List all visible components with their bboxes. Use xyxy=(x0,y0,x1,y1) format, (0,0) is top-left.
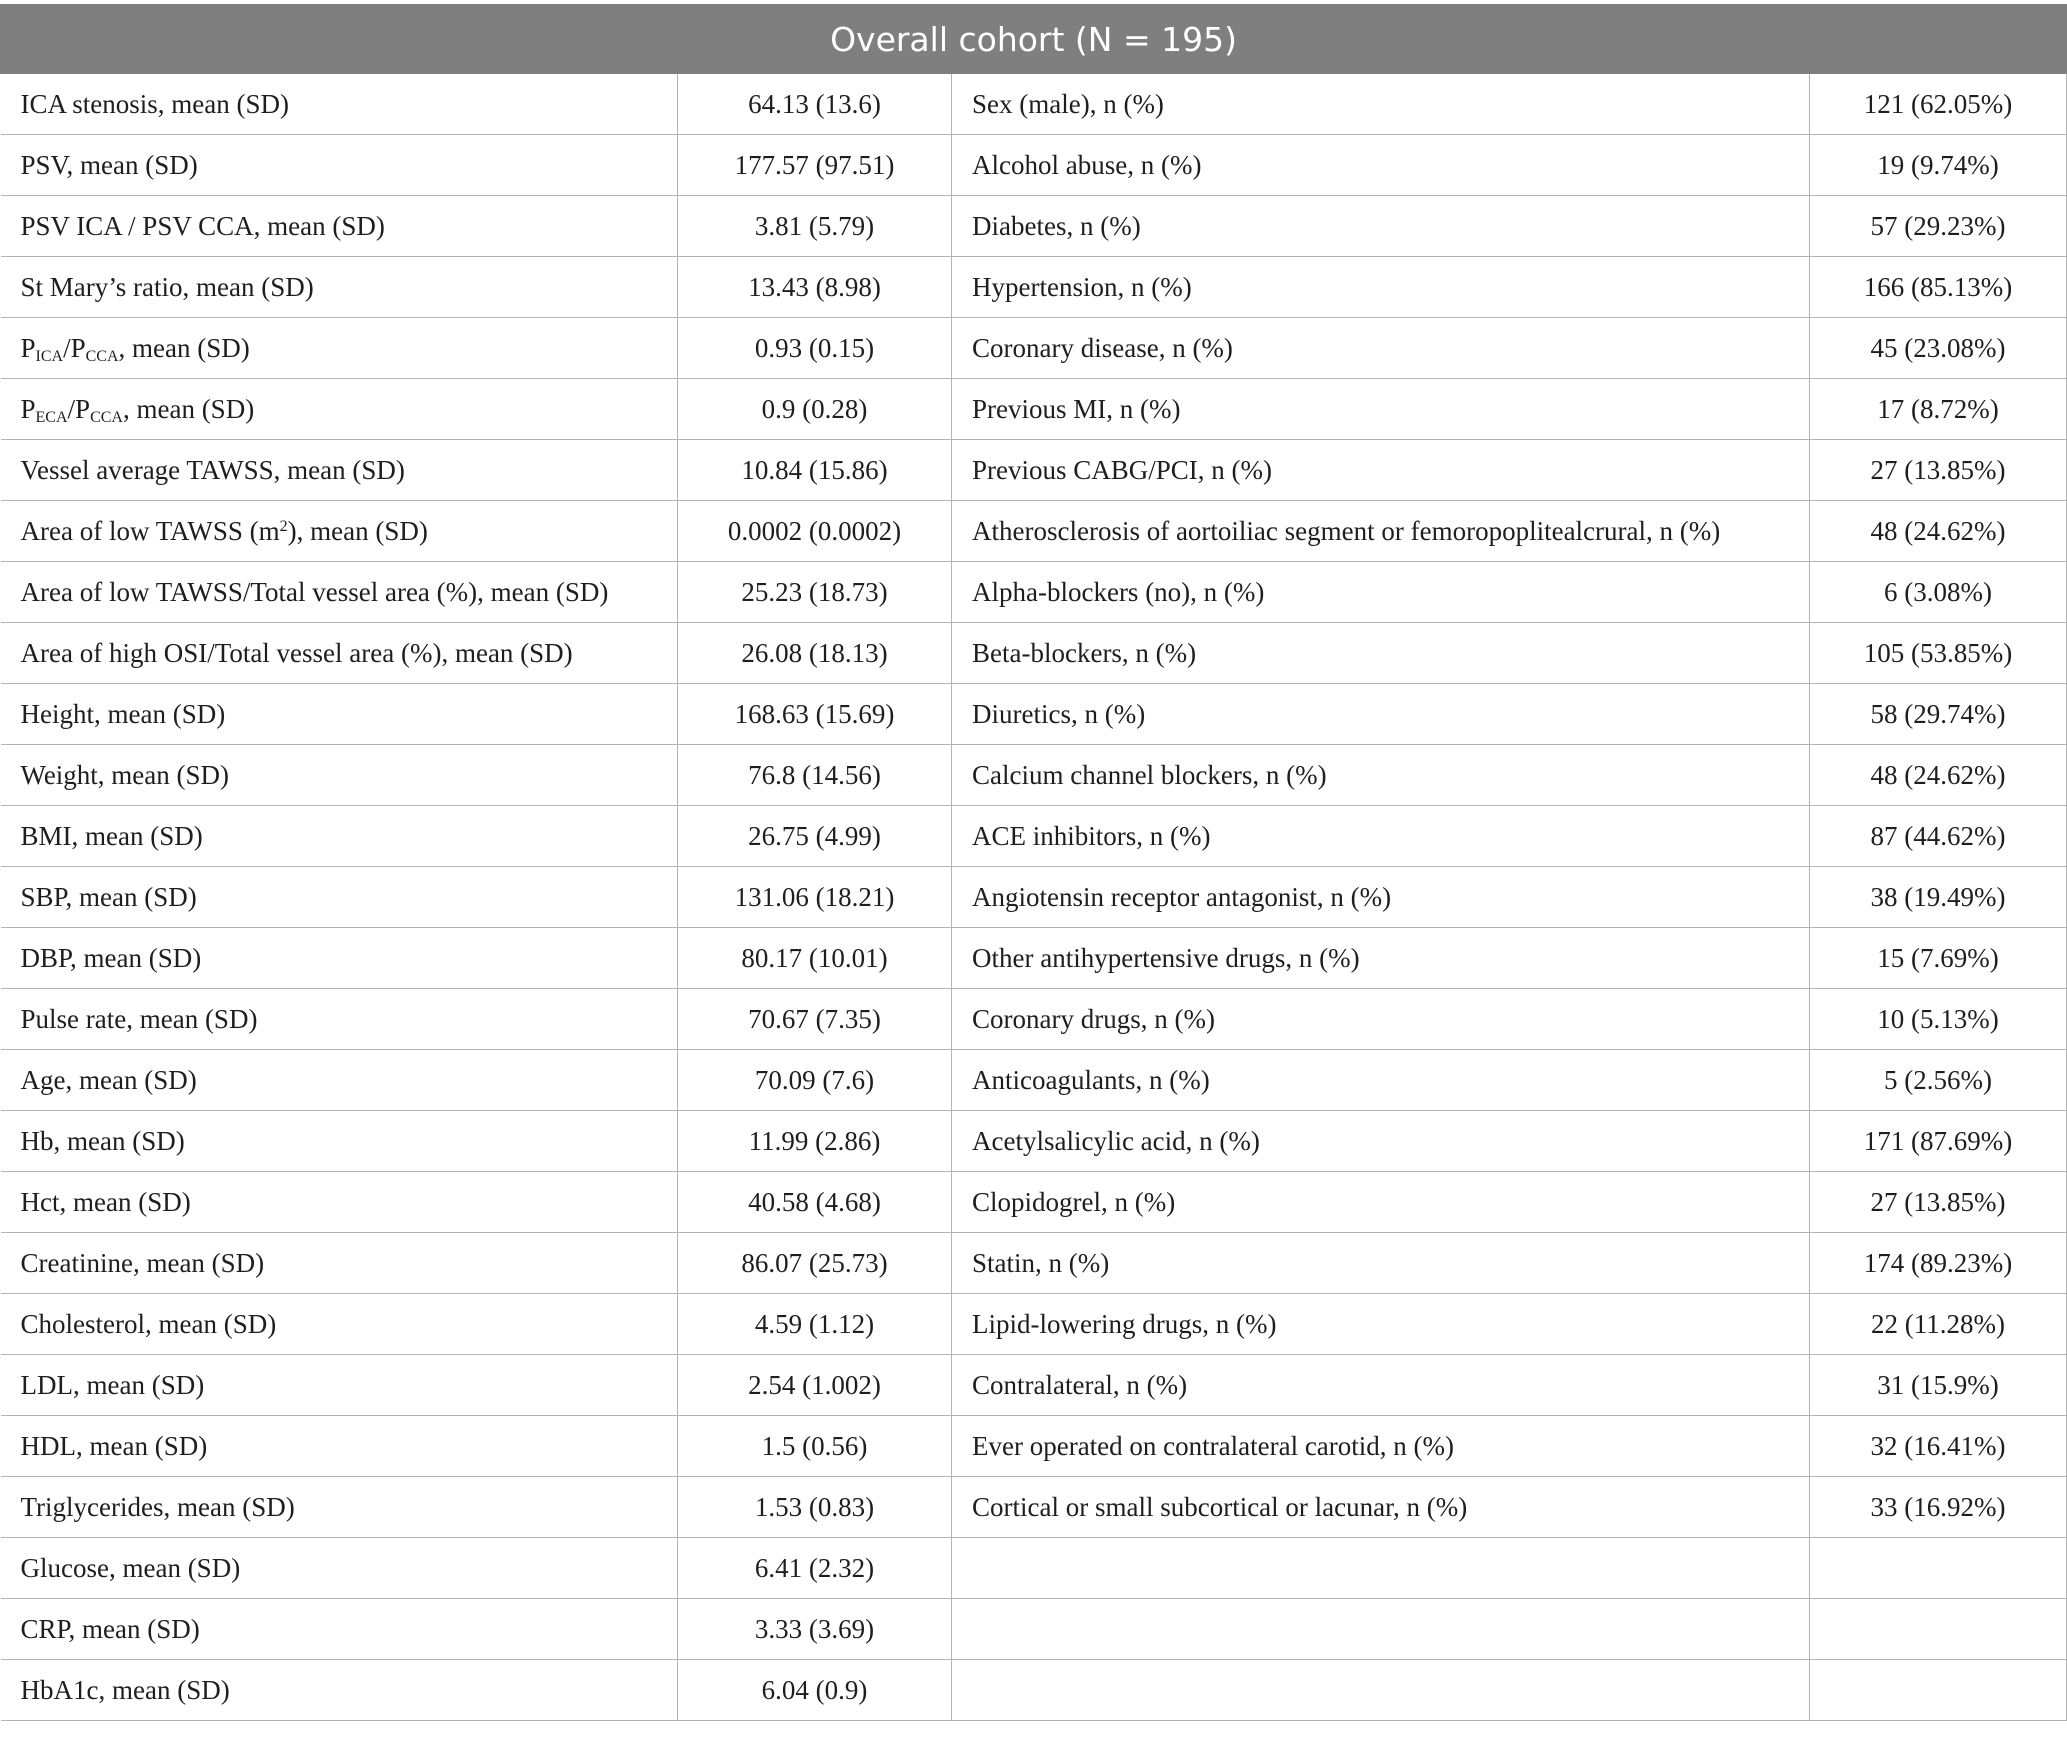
variable-label-2: Sex (male), n (%) xyxy=(952,74,1810,135)
table-row xyxy=(1,1111,2067,1172)
variable-value-2: 15 (7.69%) xyxy=(1810,928,2067,989)
table-row xyxy=(1,1660,2067,1721)
variable-label-2 xyxy=(952,1538,1810,1599)
variable-label: PSV ICA / PSV CCA, mean (SD) xyxy=(1,196,678,257)
variable-label-2: Coronary disease, n (%) xyxy=(952,318,1810,379)
variable-value-2 xyxy=(1810,1538,2067,1599)
variable-label-2: ACE inhibitors, n (%) xyxy=(952,806,1810,867)
variable-value-2: 45 (23.08%) xyxy=(1810,318,2067,379)
variable-value-2: 121 (62.05%) xyxy=(1810,74,2067,135)
variable-label-2: Diabetes, n (%) xyxy=(952,196,1810,257)
variable-value: 6.41 (2.32) xyxy=(678,1538,952,1599)
variable-label-2: Calcium channel blockers, n (%) xyxy=(952,745,1810,806)
variable-value-2: 6 (3.08%) xyxy=(1810,562,2067,623)
variable-label: HDL, mean (SD) xyxy=(1,1416,678,1477)
variable-label: Area of low TAWSS $(m^2)$, mean (SD) xyxy=(1,501,678,562)
variable-label: Area of high OSI/Total vessel area (%), mean (SD) xyxy=(1,623,678,684)
variable-value: 0.9 (0.28) xyxy=(678,379,952,440)
variable-value: 0.0002 (0.0002) xyxy=(678,501,952,562)
variable-value-2: 33 (16.92%) xyxy=(1810,1477,2067,1538)
variable-label: PECA/PCCA, mean (SD) xyxy=(1,379,678,440)
variable-value: 168.63 (15.69) xyxy=(678,684,952,745)
variable-value-2: 87 (44.62%) xyxy=(1810,806,2067,867)
variable-label: BMI, mean (SD) xyxy=(1,806,678,867)
table-row xyxy=(1,379,2067,440)
variable-label-2: Other antihypertensive drugs, n (%) xyxy=(952,928,1810,989)
variable-label: Triglycerides, mean (SD) xyxy=(1,1477,678,1538)
variable-label: Hct, mean (SD) xyxy=(1,1172,678,1233)
variable-value: 25.23 (18.73) xyxy=(678,562,952,623)
variable-value-2: 57 (29.23%) xyxy=(1810,196,2067,257)
variable-label: Pulse rate, mean (SD) xyxy=(1,989,678,1050)
variable-label: HbA1c, mean (SD) xyxy=(1,1660,678,1721)
table-row xyxy=(1,501,2067,562)
variable-value-2: 5 (2.56%) xyxy=(1810,1050,2067,1111)
variable-label: ICA stenosis, mean (SD) xyxy=(1,74,678,135)
variable-value: 70.09 (7.6) xyxy=(678,1050,952,1111)
variable-value: 2.54 (1.002) xyxy=(678,1355,952,1416)
variable-value: 11.99 (2.86) xyxy=(678,1111,952,1172)
variable-label-2: Anticoagulants, n (%) xyxy=(952,1050,1810,1111)
variable-label-2 xyxy=(952,1599,1810,1660)
variable-value: 177.57 (97.51) xyxy=(678,135,952,196)
variable-value-2: 38 (19.49%) xyxy=(1810,867,2067,928)
variable-value-2: 174 (89.23%) xyxy=(1810,1233,2067,1294)
variable-value-2: 171 (87.69%) xyxy=(1810,1111,2067,1172)
variable-value-2: 31 (15.9%) xyxy=(1810,1355,2067,1416)
variable-label-2: Hypertension, n (%) xyxy=(952,257,1810,318)
variable-label-2: Statin, n (%) xyxy=(952,1233,1810,1294)
variable-value: 1.53 (0.83) xyxy=(678,1477,952,1538)
variable-label: Weight, mean (SD) xyxy=(1,745,678,806)
variable-value: 64.13 (13.6) xyxy=(678,74,952,135)
variable-label: Cholesterol, mean (SD) xyxy=(1,1294,678,1355)
variable-label-2: Previous CABG/PCI, n (%) xyxy=(952,440,1810,501)
variable-label-2 xyxy=(952,1660,1810,1721)
table-row xyxy=(1,623,2067,684)
table-row xyxy=(1,318,2067,379)
variable-label: Glucose, mean (SD) xyxy=(1,1538,678,1599)
variable-label: CRP, mean (SD) xyxy=(1,1599,678,1660)
variable-value: 13.43 (8.98) xyxy=(678,257,952,318)
table-row xyxy=(1,1599,2067,1660)
table-row xyxy=(1,562,2067,623)
variable-value-2: 166 (85.13%) xyxy=(1810,257,2067,318)
variable-value-2: 48 (24.62%) xyxy=(1810,745,2067,806)
variable-value-2 xyxy=(1810,1599,2067,1660)
variable-value: 76.8 (14.56) xyxy=(678,745,952,806)
variable-label-2: Coronary drugs, n (%) xyxy=(952,989,1810,1050)
variable-label-2: Contralateral, n (%) xyxy=(952,1355,1810,1416)
table-row xyxy=(1,1233,2067,1294)
variable-value-2: 17 (8.72%) xyxy=(1810,379,2067,440)
cohort-characteristics-table xyxy=(0,4,2067,1721)
variable-value: 0.93 (0.15) xyxy=(678,318,952,379)
variable-label-2: Diuretics, n (%) xyxy=(952,684,1810,745)
table-row xyxy=(1,806,2067,867)
variable-value: 1.5 (0.56) xyxy=(678,1416,952,1477)
variable-label: Height, mean (SD) xyxy=(1,684,678,745)
variable-value: 26.08 (18.13) xyxy=(678,623,952,684)
variable-value: 6.04 (0.9) xyxy=(678,1660,952,1721)
variable-value-2: 58 (29.74%) xyxy=(1810,684,2067,745)
table-title: Overall cohort (N = 195) xyxy=(1,5,2067,74)
variable-value: 10.84 (15.86) xyxy=(678,440,952,501)
table-row xyxy=(1,1294,2067,1355)
variable-label: DBP, mean (SD) xyxy=(1,928,678,989)
variable-label-2: Cortical or small subcortical or lacunar, n (%) xyxy=(952,1477,1810,1538)
table-row xyxy=(1,196,2067,257)
table-row xyxy=(1,1538,2067,1599)
table-row xyxy=(1,1416,2067,1477)
variable-value: 4.59 (1.12) xyxy=(678,1294,952,1355)
variable-label: Creatinine, mean (SD) xyxy=(1,1233,678,1294)
variable-value: 3.33 (3.69) xyxy=(678,1599,952,1660)
variable-label-2: Lipid-lowering drugs, n (%) xyxy=(952,1294,1810,1355)
variable-value: 131.06 (18.21) xyxy=(678,867,952,928)
table-row xyxy=(1,745,2067,806)
variable-value-2: 10 (5.13%) xyxy=(1810,989,2067,1050)
variable-value: 40.58 (4.68) xyxy=(678,1172,952,1233)
table-row xyxy=(1,684,2067,745)
table-row xyxy=(1,74,2067,135)
table-body xyxy=(1,74,2067,1721)
variable-value: 3.81 (5.79) xyxy=(678,196,952,257)
variable-label-2: Angiotensin receptor antagonist, n (%) xyxy=(952,867,1810,928)
table-row xyxy=(1,257,2067,318)
variable-label-2: Clopidogrel, n (%) xyxy=(952,1172,1810,1233)
variable-label: Area of low TAWSS/Total vessel area (%), mean (SD) xyxy=(1,562,678,623)
variable-value-2 xyxy=(1810,1660,2067,1721)
variable-value-2: 105 (53.85%) xyxy=(1810,623,2067,684)
variable-label: SBP, mean (SD) xyxy=(1,867,678,928)
variable-label: Age, mean (SD) xyxy=(1,1050,678,1111)
variable-value-2: 32 (16.41%) xyxy=(1810,1416,2067,1477)
variable-label: PICA/PCCA, mean (SD) xyxy=(1,318,678,379)
variable-label-2: Alcohol abuse, n (%) xyxy=(952,135,1810,196)
variable-label: St Mary’s ratio, mean (SD) xyxy=(1,257,678,318)
variable-value-2: 22 (11.28%) xyxy=(1810,1294,2067,1355)
variable-value: 80.17 (10.01) xyxy=(678,928,952,989)
variable-label-2: Acetylsalicylic acid, n (%) xyxy=(952,1111,1810,1172)
variable-value: 26.75 (4.99) xyxy=(678,806,952,867)
cohort-table-container xyxy=(0,4,2067,1721)
table-row xyxy=(1,867,2067,928)
table-row xyxy=(1,1477,2067,1538)
variable-label-2: Beta-blockers, n (%) xyxy=(952,623,1810,684)
table-row xyxy=(1,1050,2067,1111)
table-row xyxy=(1,135,2067,196)
variable-label-2: Previous MI, n (%) xyxy=(952,379,1810,440)
variable-label: Vessel average TAWSS, mean (SD) xyxy=(1,440,678,501)
variable-label: LDL, mean (SD) xyxy=(1,1355,678,1416)
variable-label: PSV, mean (SD) xyxy=(1,135,678,196)
variable-label: Hb, mean (SD) xyxy=(1,1111,678,1172)
variable-value-2: 27 (13.85%) xyxy=(1810,1172,2067,1233)
table-row xyxy=(1,440,2067,501)
table-row xyxy=(1,1172,2067,1233)
table-row xyxy=(1,989,2067,1050)
variable-value: 86.07 (25.73) xyxy=(678,1233,952,1294)
variable-value: 70.67 (7.35) xyxy=(678,989,952,1050)
table-row xyxy=(1,928,2067,989)
variable-value-2: 19 (9.74%) xyxy=(1810,135,2067,196)
variable-value-2: 27 (13.85%) xyxy=(1810,440,2067,501)
variable-value-2: 48 (24.62%) xyxy=(1810,501,2067,562)
variable-label-2: Atherosclerosis of aortoiliac segment or femoropoplitealcrural, n (%) xyxy=(952,501,1810,562)
variable-label-2: Alpha-blockers (no), n (%) xyxy=(952,562,1810,623)
table-row xyxy=(1,1355,2067,1416)
variable-label-2: Ever operated on contralateral carotid, n (%) xyxy=(952,1416,1810,1477)
